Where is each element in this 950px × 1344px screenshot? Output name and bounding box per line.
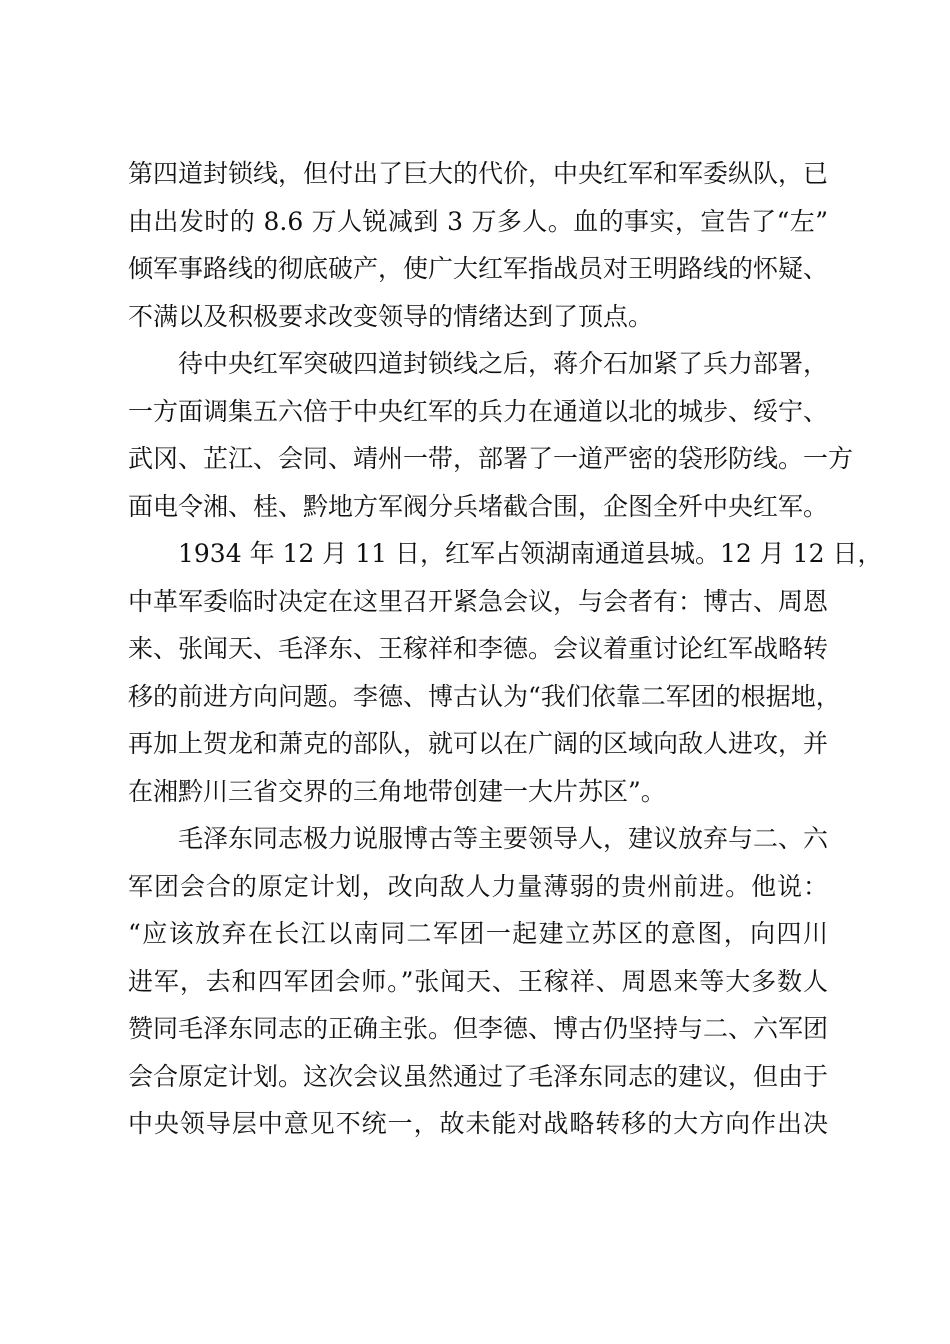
paragraph-4	[128, 815, 828, 1148]
paragraph-1	[128, 150, 828, 340]
text-line: 会合原定计划。这次会议虽然通过了毛泽东同志的建议，但由于	[128, 1061, 829, 1091]
document-body	[128, 150, 883, 1148]
paragraph-2	[128, 340, 854, 530]
text-line: 1934 年 12 月 11 日，红军占领湖南通道县城。12 月 12 日，	[178, 539, 883, 568]
text-line: 军团会合的原定计划，改向敌人力量薄弱的贵州前进。他说：	[128, 871, 828, 901]
text-line: 在湘黔川三省交界的三角地带创建一大片苏区”。	[128, 776, 666, 806]
text-line: 面电令湘、桂、黔地方军阀分兵堵截合围，企图全歼中央红军。	[128, 491, 829, 521]
text-line: 第四道封锁线，但付出了巨大的代价，中央红军和军委纵队，已	[128, 159, 829, 188]
text-line: 赞同毛泽东同志的正确主张。但李德、博古仍坚持与二、六军团	[128, 1014, 829, 1043]
text-line: 武冈、芷江、会同、靖州一带，部署了一道严密的袋形防线。一方	[128, 444, 854, 473]
text-line: “应该放弃在长江以南同二军团一起建立苏区的意图，向四川	[128, 919, 828, 948]
text-line: 来、张闻天、毛泽东、王稼祥和李德。会议着重讨论红军战略转	[128, 634, 829, 663]
text-line: 毛泽东同志极力说服博古等主要领导人，建议放弃与二、六	[178, 824, 829, 853]
text-line: 中革军委临时决定在这里召开紧急会议，与会者有：博古、周恩	[128, 586, 829, 616]
text-line: 待中央红军突破四道封锁线之后，蒋介石加紧了兵力部署，	[178, 349, 829, 378]
text-line: 中央领导层中意见不统一，故未能对战略转移的大方向作出决	[128, 1109, 828, 1138]
text-line: 由出发时的 8.6 万人锐减到 3 万多人。血的事实，宣告了“左”	[128, 206, 828, 236]
paragraph-3	[128, 530, 883, 815]
text-line: 再加上贺龙和萧克的部队，就可以在广阔的区域向敌人进攻，并	[128, 729, 829, 758]
text-line: 移的前进方向问题。李德、博古认为“我们依靠二军团的根据地，	[128, 681, 841, 711]
text-line: 倾军事路线的彻底破产，使广大红军指战员对王明路线的怀疑、	[128, 254, 829, 283]
text-line: 一方面调集五六倍于中央红军的兵力在通道以北的城步、绥宁、	[128, 396, 829, 426]
text-line: 不满以及积极要求改变领导的情绪达到了顶点。	[128, 301, 654, 331]
text-line: 进军，去和四军团会师。”张闻天、王稼祥、周恩来等大多数人	[128, 966, 828, 996]
